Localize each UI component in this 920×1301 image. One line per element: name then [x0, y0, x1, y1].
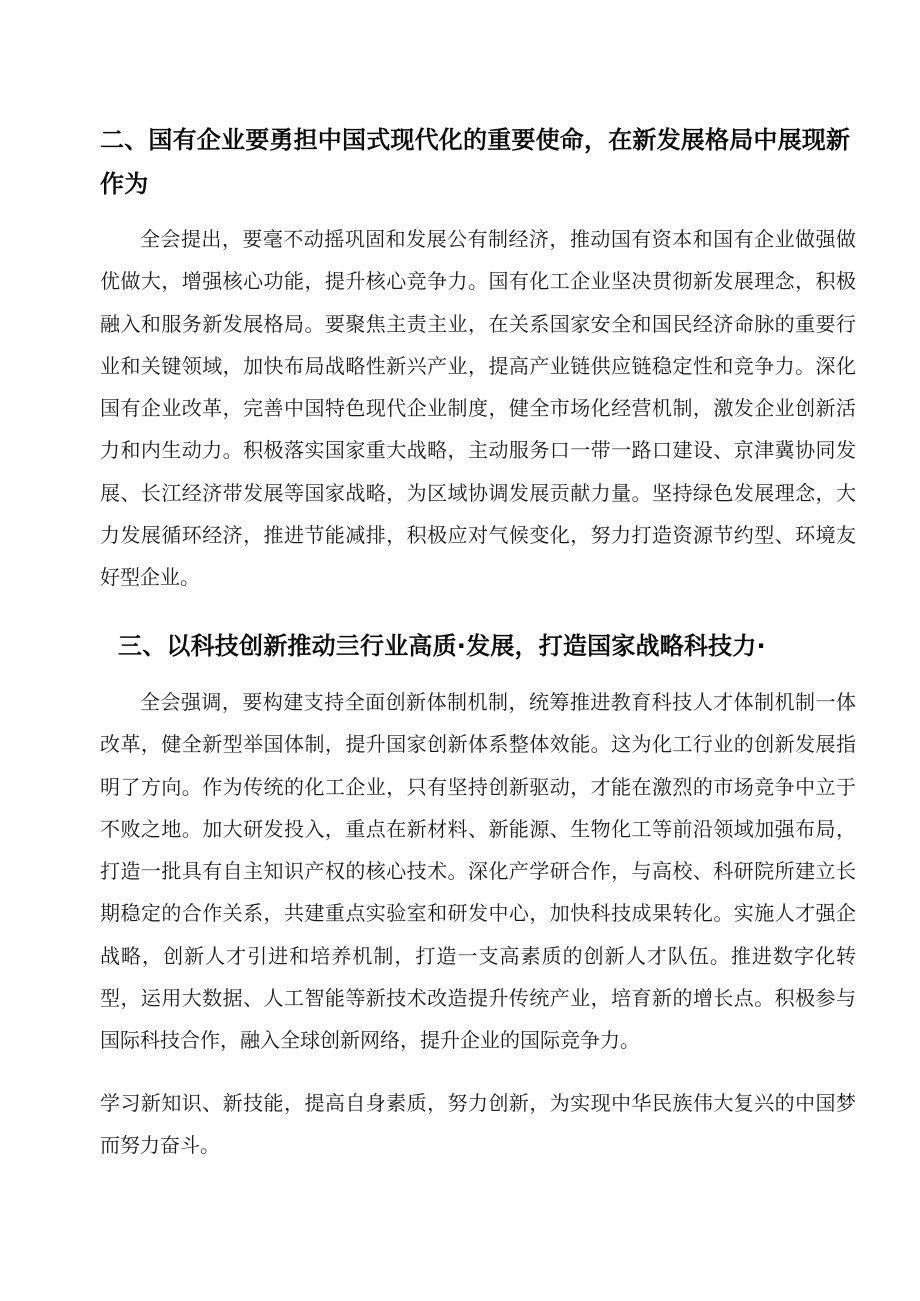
section-heading-2: 二、国有企业要勇担中国式现代化的重要使命，在新发展格局中展现新作为 [100, 126, 851, 198]
section-2-paragraph: 全会提出，要毫不动摇巩固和发展公有制经济，推动国有资本和国有企业做强做优做大，增强核心功能，提升核心竞争力。国有化工企业坚决贯彻新发展理念，积极融入和服务新发展格局。要聚焦主责主业，在关系国家安全和国民经济命脉的重要行业和关键领域，加快布局战略性新兴产业，提高产业链供应链稳定性和竞争力。深化国有企业改革，完善中国特色现代企业制度，健全市场化经营机制，激发企业创新活力和内生动力。积极落实国家重大战略，主动服务口一带一路口建设、京津冀协同发展、长江经济带发展等国家战略，为区域协调发展贡献力量。坚持绿色发展理念，大力发展循环经济，推进节能减排，积极应对气候变化，努力打造资源节约型、环境友好型企业。 [100, 227, 856, 590]
section-heading-3: 三、以科技创新推动亖行业高质·发展，打造国家战略科技力· [118, 632, 766, 660]
closing-paragraph: 学习新知识、新技能，提高自身素质，努力创新，为实现中华民族伟大复兴的中国梦而努力奋斗。 [100, 1091, 856, 1158]
section-3-paragraph: 全会强调，要构建支持全面创新体制机制，统筹推进教育科技人才体制机制一体改革，健全新型举国体制，提升国家创新体系整体效能。这为化工行业的创新发展指明了方向。作为传统的化工企业，只有坚持创新驱动，才能在激烈的市场竞争中立于不败之地。加大研发投入，重点在新材料、新能源、生物化工等前沿领域加强布局，打造一批具有自主知识产权的核心技术。深化产学研合作，与高校、科研院所建立长期稳定的合作关系，共建重点实验室和研发中心，加快科技成果转化。实施人才强企战略，创新人才引进和培养机制，打造一支高素质的创新人才队伍。推进数字化转型，运用大数据、人工智能等新技术改造提升传统产业，培育新的增长点。积极参与国际科技合作，融入全球创新网络，提升企业的国际竞争力。 [100, 690, 856, 1053]
